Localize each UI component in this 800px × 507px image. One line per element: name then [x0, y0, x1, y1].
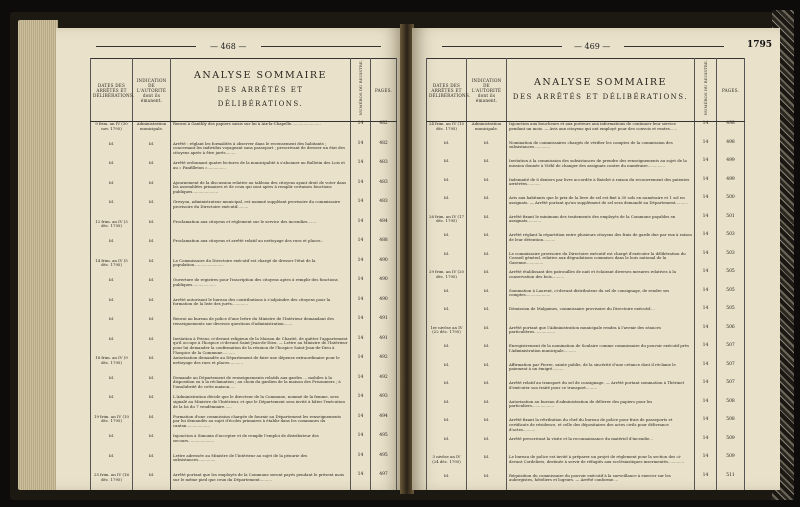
row-date: Id.: [427, 196, 467, 215]
register-table-left: [90, 58, 397, 490]
row-page: 495: [371, 454, 397, 474]
header-subtitle: DES ARRÊTÉS ET DÉLIBÉRATIONS.: [512, 93, 689, 101]
row-analysis: Injonction aux boucheurs et aux porteurs aux informations de continuer leur service pendant un mois. — Avis aux citoyens qui ont employé pour des convois et rentes......: [507, 122, 695, 141]
row-page: 503: [717, 252, 745, 271]
row-page: 505: [717, 289, 745, 308]
row-analysis: Proclamation aux citoyens et arrêté relatif au nettoyage des rues et places..: [171, 239, 351, 259]
header-authority: INDICATION DE L'AUTORITÉ dont ils émanent.: [133, 59, 171, 122]
row-date: 19 frim. an IV (10 déc. 1795): [91, 415, 133, 435]
table-row: [91, 395, 397, 415]
row-page: 509: [717, 455, 745, 474]
table-row: [91, 356, 397, 376]
header-register: [351, 59, 371, 122]
row-page: 490: [371, 278, 397, 298]
row-date: Id.: [427, 474, 467, 491]
row-authority: Id.: [133, 181, 171, 201]
row-authority: Id.: [133, 259, 171, 279]
table-row: [91, 317, 397, 337]
row-date: Id.: [91, 454, 133, 474]
table-row: [427, 233, 745, 252]
table-row: [91, 239, 397, 259]
row-page: 507: [717, 344, 745, 363]
row-date: 26 frim. an IV (17 déc. 1795): [427, 215, 467, 234]
header-analysis: [507, 59, 695, 122]
row-page: 509: [717, 437, 745, 456]
row-date: Id.: [91, 434, 133, 454]
row-register: 14: [351, 434, 371, 454]
table-row: [427, 252, 745, 271]
table-row: [91, 122, 397, 142]
row-date: Id.: [91, 278, 133, 298]
row-date: Id.: [427, 233, 467, 252]
row-analysis: Réquisition du commissaire du pouvoir exécutif à la surveillance à exercer sur les aubergistes, hôteliers et logeurs. — Arrêté conforme....: [507, 474, 695, 491]
row-date: 29 frim. an IV (20 déc. 1795): [427, 270, 467, 289]
row-analysis: Arrêté autorisant le bureau des contributions à s'adjoindre des citoyens pour la formation de la liste des jurés.............: [171, 298, 351, 318]
table-row: [91, 337, 397, 357]
row-authority: Administration municipale.: [467, 122, 507, 141]
row-authority: Administration municipale.: [133, 122, 171, 142]
row-analysis: Sommation à Laurent, ci-devant distributeur du sel de consignage, de rendre ses comptes....................: [507, 289, 695, 308]
row-date: Id.: [427, 289, 467, 308]
row-authority: Id.: [133, 454, 171, 474]
row-analysis: Arrêté prescrivant la visite et la reconnaissance du matériel d'incendie...: [507, 437, 695, 456]
row-authority: Id.: [133, 142, 171, 162]
row-authority: Id.: [133, 356, 171, 376]
table-row: [91, 376, 397, 396]
row-date: Id.: [427, 141, 467, 160]
row-authority: Id.: [467, 437, 507, 456]
header-pages: PAGES.: [717, 59, 745, 122]
row-analysis: Invitation à la commission des subsistances de prendre des renseignements au sujet de la mission donnée à Viébl de changer des assignats contre du numéraire..............: [507, 159, 695, 178]
row-page: 508: [717, 418, 745, 437]
row-date: Id.: [427, 381, 467, 400]
row-register: 14: [695, 122, 717, 141]
table-row: [427, 418, 745, 437]
row-register: 14: [695, 307, 717, 326]
header-dates: DATES DES ARRÊTÉS ET DÉLIBÉRATIONS.: [427, 59, 467, 122]
row-page: 497: [371, 473, 397, 490]
page-edges: [18, 20, 58, 490]
row-authority: Id.: [467, 178, 507, 197]
row-page: 498: [717, 122, 745, 141]
row-analysis: Proclamation aux citoyens et règlement sur le service des incendies.......: [171, 220, 351, 240]
row-register: 14: [695, 289, 717, 308]
table-row: [427, 178, 745, 197]
row-register: 14: [351, 454, 371, 474]
table-row: [91, 181, 397, 201]
row-authority: Id.: [467, 196, 507, 215]
table-row: [427, 326, 745, 345]
row-date: 25 frim. an IV (16 déc. 1795): [91, 473, 133, 490]
row-analysis: Injonction à Simonin d'accepter et de remplir l'emploi de distributeur des secours.....................: [171, 434, 351, 454]
row-page: 494: [371, 415, 397, 435]
folio-year: 1795: [746, 40, 772, 50]
table-body-left: [91, 122, 397, 491]
row-register: 14: [695, 159, 717, 178]
header-analysis: [171, 59, 351, 122]
table-row: [427, 363, 745, 382]
row-page: 488: [371, 239, 397, 259]
row-page: 492: [371, 356, 397, 376]
row-register: 14: [695, 233, 717, 252]
row-authority: Id.: [467, 289, 507, 308]
table-row: [91, 142, 397, 162]
row-analysis: Le commissaire provisoire du Directoire exécutif est chargé d'exécuter la délibération du Conseil général, relative aux dégradations commises dans le bois national de la Garenne..............: [507, 252, 695, 271]
row-page: 490: [371, 259, 397, 279]
row-page: 490: [371, 298, 397, 318]
table-row: [427, 122, 745, 141]
row-authority: Id.: [467, 252, 507, 271]
row-page: 491: [371, 337, 397, 357]
row-register: 14: [695, 141, 717, 160]
row-page: 501: [717, 215, 745, 234]
table-row: [91, 278, 397, 298]
row-register: 14: [351, 200, 371, 220]
row-register: 14: [695, 270, 717, 289]
row-authority: Id.: [467, 363, 507, 382]
header-rule-right: [624, 46, 724, 47]
row-analysis: Affirmation par Pierre, sainte publie, de la sincérité d'une créance dont il réclame le paiement à un émigré.........: [507, 363, 695, 382]
table-row: [427, 344, 745, 363]
row-authority: Id.: [133, 298, 171, 318]
row-authority: Id.: [133, 473, 171, 490]
row-register: 14: [695, 400, 717, 419]
row-date: 14 frim. an IV (5 déc. 1795): [91, 259, 133, 279]
row-date: Id.: [427, 307, 467, 326]
header-title: ANALYSE SOMMAIRE: [194, 70, 327, 81]
table-row: [91, 473, 397, 490]
row-authority: Id.: [133, 434, 171, 454]
row-authority: Id.: [133, 337, 171, 357]
row-date: Id.: [427, 159, 467, 178]
row-register: 14: [351, 298, 371, 318]
row-register: 14: [695, 252, 717, 271]
row-date: Id.: [427, 363, 467, 382]
row-analysis: Demande au Département de renseignements relatifs aux gardes ... mobiles à la disposition ou à la réclamation ; au choix du gardien de la maison des Prisonniers ; à l'insalubrité de cette maison.....: [171, 376, 351, 396]
row-authority: Id.: [133, 239, 171, 259]
row-date: Id.: [91, 337, 133, 357]
table-row: [427, 474, 745, 491]
row-register: 14: [695, 196, 717, 215]
row-authority: Id.: [133, 161, 171, 181]
row-authority: Id.: [133, 395, 171, 415]
row-date: 1er nivôse an IV (22 déc. 1795): [427, 326, 467, 345]
row-date: Id.: [427, 400, 467, 419]
row-date: Id.: [91, 317, 133, 337]
row-authority: Id.: [467, 307, 507, 326]
row-page: 482: [371, 122, 397, 142]
row-authority: Id.: [467, 326, 507, 345]
row-page: 498: [717, 141, 745, 160]
row-register: 14: [695, 437, 717, 456]
row-analysis: Arrêté : réglant les formalités à observer dans le recensement des habitants ; concernant les individus voyageant sans passeport ; prescrivant de dresser un état des citoyens après à être jurés........: [171, 142, 351, 162]
header-register-label: NUMÉROS DU REGISTRE.: [703, 60, 708, 116]
row-register: 14: [695, 474, 717, 491]
row-page: 511: [717, 474, 745, 491]
row-authority: Id.: [133, 278, 171, 298]
table-row: [91, 161, 397, 181]
table-row: [427, 381, 745, 400]
row-register: 14: [351, 473, 371, 490]
row-page: 508: [717, 400, 745, 419]
header-title: ANALYSE SOMMAIRE: [534, 77, 667, 88]
left-page: [56, 28, 402, 490]
row-analysis: Arrêté relatif au transport du sel de consignage. — Arrêté portant sommation à Thérinet d'exécuter son traité pour ce transport.........: [507, 381, 695, 400]
row-authority: Id.: [133, 376, 171, 396]
row-register: 14: [351, 376, 371, 396]
row-authority: Id.: [133, 200, 171, 220]
table-row: [427, 159, 745, 178]
row-register: 14: [351, 356, 371, 376]
table-row: [91, 259, 397, 279]
row-date: Id.: [91, 142, 133, 162]
table-row: [427, 400, 745, 419]
table-row: [427, 270, 745, 289]
row-register: 14: [695, 344, 717, 363]
row-date: 3 nivôse an IV (24 déc. 1795): [427, 455, 467, 474]
row-authority: Id.: [133, 220, 171, 240]
header-rule-left: [442, 46, 562, 47]
table-row: [427, 307, 745, 326]
page-number-left: — 468 —: [210, 42, 247, 51]
row-register: 14: [695, 363, 717, 382]
row-register: 14: [351, 220, 371, 240]
row-authority: Id.: [467, 141, 507, 160]
row-register: 14: [695, 381, 717, 400]
row-register: 14: [351, 337, 371, 357]
row-analysis: Arrêté portant que l'Administration municipale rendra à l'avenir des séances particulières.................: [507, 326, 695, 345]
row-date: Id.: [91, 376, 133, 396]
row-authority: Id.: [133, 415, 171, 435]
table-row: [427, 215, 745, 234]
row-analysis: Renvoi à Ganthly des papiers saisis sur lui à Aix-la-Chapelle........................: [171, 122, 351, 142]
table-header-row: [91, 59, 397, 122]
row-page: 491: [371, 317, 397, 337]
row-authority: Id.: [467, 233, 507, 252]
row-page: 499: [717, 159, 745, 178]
row-analysis: Nomination de commissaires chargés de vérifier les comptes de la commission des subsistances.............: [507, 141, 695, 160]
row-register: 14: [351, 415, 371, 435]
row-date: Id.: [91, 298, 133, 318]
table-row: [427, 437, 745, 456]
page-number-right: — 469 —: [574, 42, 611, 51]
table-row: [91, 434, 397, 454]
row-register: 14: [351, 239, 371, 259]
row-register: 14: [351, 395, 371, 415]
row-date: Id.: [91, 200, 133, 220]
row-page: 492: [371, 376, 397, 396]
header-register-label: NUMÉROS DU REGISTRE.: [358, 60, 363, 116]
row-analysis: Arrêté fixant la rétribution du chef du bureau de police pour frais de passeports et certificats de résidence, et celle des dépositaires des actes civils pour délivrance d'actes..........: [507, 418, 695, 437]
row-analysis: L'Administration décide que le directeur de la Commune, nommé de la femme, sera signalé au Ministre de l'Intérieur, et que le Département sera invité à hâter l'exécution de la loi du 7 vendémiaire......: [171, 395, 351, 415]
row-authority: Id.: [467, 215, 507, 234]
table-body-right: [427, 122, 745, 491]
row-register: 14: [695, 215, 717, 234]
header-subtitle: DES ARRÊTÉS ET DÉLIBÉRATIONS.: [217, 86, 304, 108]
table-row: [91, 298, 397, 318]
row-authority: Id.: [467, 270, 507, 289]
row-authority: Id.: [467, 400, 507, 419]
row-analysis: Invitation à Prieur, ci-devant religieux de la Maison de Charité, de quitter l'appartement qu'il occupe à l'hospice ci-devant Saint-Jean-de-Dieu. — Lettre au Ministre de l'Intérieur pour lui demander la confirmation de la réunion de l'hospice Saint-Jean-de-Dieu à l'hospice de la Commune..........: [171, 337, 351, 357]
row-analysis: Ajournement de la discussion relative au tableau des citoyens ayant droit de voter dans les assemblées primaires et de ceux qui sont aptes à remplir certaines fonctions publiques.....................: [171, 181, 351, 201]
row-date: 12 frim. an IV (3 déc. 1795): [91, 220, 133, 240]
row-date: 18 frim. an IV (9 déc. 1795): [91, 356, 133, 376]
row-authority: Id.: [467, 344, 507, 363]
row-analysis: Arrêté établissant des patrouilles de nuit et éclairant diverses mesures relatives à la conservation des bois..........: [507, 270, 695, 289]
row-date: Id.: [427, 344, 467, 363]
row-register: 14: [351, 161, 371, 181]
row-authority: Id.: [467, 159, 507, 178]
row-register: 14: [695, 418, 717, 437]
register-table-right: [426, 58, 745, 490]
row-analysis: Lettre adressée au Ministre de l'Intérieur au sujet de la pénurie des subsistances..............: [171, 454, 351, 474]
row-register: 14: [351, 259, 371, 279]
row-register: 14: [695, 326, 717, 345]
row-date: Id.: [427, 252, 467, 271]
row-analysis: Formation d'une commission chargée de fournir au Département les renseignements par lui demandés au sujet d'écoles primaires à établir dans les communes du canton...................: [171, 415, 351, 435]
header-authority: INDICATION DE L'AUTORITÉ dont ils émanent.: [467, 59, 507, 122]
row-date: 24 frim. an IV (15 déc. 1795): [427, 122, 467, 141]
row-analysis: Le bureau de police est invité à préparer un projet de règlement pour la section des ci-devant Cordeliers, destinée à servir de réfugiés aux ecclésiastiques insermentés.............: [507, 455, 695, 474]
row-analysis: Ouverture de registres pour l'inscription des citoyens aptes à remplir des fonctions publiques...................: [171, 278, 351, 298]
row-authority: Id.: [467, 455, 507, 474]
row-date: Id.: [91, 161, 133, 181]
row-page: 483: [371, 161, 397, 181]
row-analysis: Autorisation au bureau d'administration de délivrer des papiers pour les particuliers..................: [507, 400, 695, 419]
row-analysis: Avis aux habitants que le prix de la livre de sel est fixé à 30 sols en numéraire et 1 sol en assignats. — Arrêté portant qu'un supplément de sel sera demandé au Département..........: [507, 196, 695, 215]
header-dates: DATES DES ARRÊTÉS ET DÉLIBÉRATIONS.: [91, 59, 133, 122]
table-row: [427, 196, 745, 215]
header-pages: PAGES.: [371, 59, 397, 122]
row-page: 499: [717, 178, 745, 197]
table-row: [91, 454, 397, 474]
row-page: 506: [717, 326, 745, 345]
row-register: 14: [351, 142, 371, 162]
row-authority: Id.: [467, 418, 507, 437]
row-page: 505: [717, 270, 745, 289]
row-register: 14: [695, 178, 717, 197]
row-date: Id.: [427, 178, 467, 197]
table-row: [91, 200, 397, 220]
row-authority: Id.: [467, 381, 507, 400]
row-date: Id.: [91, 181, 133, 201]
table-row: [427, 141, 745, 160]
row-authority: Id.: [467, 474, 507, 491]
header-rule-right: [261, 46, 381, 47]
row-analysis: Enregistrement de la nomination de Soulaire comme commissaire du pouvoir exécutif près l'Administration municipale..........: [507, 344, 695, 363]
row-register: 14: [351, 278, 371, 298]
row-register: 14: [351, 181, 371, 201]
header-rule-left: [96, 46, 196, 47]
row-page: 505: [717, 307, 745, 326]
row-page: 484: [371, 220, 397, 240]
right-page: [412, 28, 780, 490]
row-date: 9 frim. an IV (30 nov. 1795): [91, 122, 133, 142]
row-register: 14: [695, 455, 717, 474]
row-page: 507: [717, 363, 745, 382]
row-analysis: Arrêté ordonnant quatre lectures de la municipalité à s'abonner au Bulletin des Lois et au « Fanfilleton »...............: [171, 161, 351, 181]
row-register: 14: [351, 317, 371, 337]
row-page: 482: [371, 142, 397, 162]
table-header-row: [427, 59, 745, 122]
row-authority: Id.: [133, 317, 171, 337]
row-analysis: Gresyon, administrateur municipal, est nommé suppléant provisoire du commissaire provisoire du Directoire exécutif.........: [171, 200, 351, 220]
row-page: 493: [371, 395, 397, 415]
row-date: Id.: [91, 239, 133, 259]
row-page: 483: [371, 181, 397, 201]
row-analysis: Arrêté fixant le minimum des traitements des employés de la Commune payables en assignats...........: [507, 215, 695, 234]
row-page: 483: [371, 200, 397, 220]
row-register: 14: [351, 122, 371, 142]
table-row: [427, 455, 745, 474]
row-page: 495: [371, 434, 397, 454]
row-analysis: Démission de Malgaines, commissaire provisoire du Directoire exécutif....: [507, 307, 695, 326]
table-row: [427, 289, 745, 308]
row-analysis: Arrêté portant que les employés de la Commune seront payés pendant le présent mois sur le même pied que ceux du Département..........: [171, 473, 351, 490]
row-page: 500: [717, 196, 745, 215]
row-analysis: Le Commissaire du Directoire exécutif est chargé de dresser l'état de la population........................: [171, 259, 351, 279]
row-analysis: Arrêté réglant la répartition entre plusieurs citoyens des frais de garde due par eux à raison de leur détention..........: [507, 233, 695, 252]
row-page: 503: [717, 233, 745, 252]
row-analysis: Indemnité de 6 deniers par livre accordée à Batelet à raison du recouvrement des patentes arriérées...........: [507, 178, 695, 197]
row-date: Id.: [427, 418, 467, 437]
row-date: Id.: [427, 437, 467, 456]
header-register: [695, 59, 717, 122]
table-row: [91, 415, 397, 435]
row-analysis: Autorisation demandée au Département de faire une dépense extraordinaire pour le nettoyage des rues et places...........: [171, 356, 351, 376]
row-analysis: Renvoi au bureau de police d'une lettre du Ministre de l'Intérieur demandant des renseignements sur diverses questions d'administration.......: [171, 317, 351, 337]
row-page: 507: [717, 381, 745, 400]
row-date: Id.: [91, 395, 133, 415]
table-row: [91, 220, 397, 240]
